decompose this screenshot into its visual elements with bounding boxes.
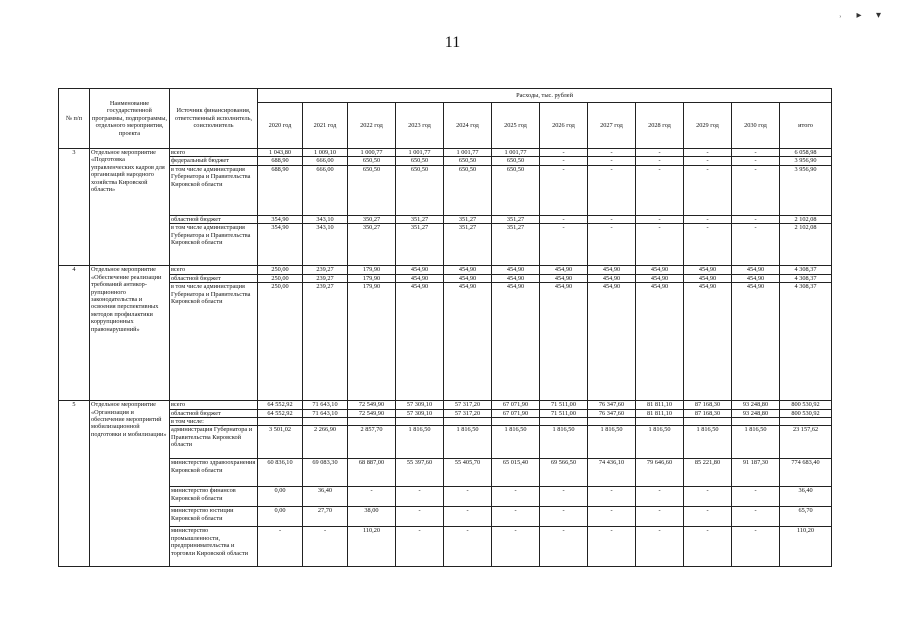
expense-value: 81 811,10 (636, 409, 684, 417)
funding-source: министерство здравоохранения Кировской области (170, 459, 258, 487)
measure-name: Отдельное мероприятие «Обеспечение реализации требований антикор-рупционного законодательства и освоения перспективных методов профилактики коррупционных правонарушений» (90, 266, 170, 401)
expense-value: - (588, 165, 636, 215)
expense-value: - (444, 507, 492, 527)
expense-value: - (588, 215, 636, 223)
table-row (59, 224, 832, 266)
expense-value: 87 168,30 (684, 401, 732, 409)
expense-value: 454,90 (492, 283, 540, 401)
expense-value: 650,50 (396, 157, 444, 165)
year-header: 2025 год (492, 103, 540, 149)
expense-value (588, 417, 636, 425)
expense-value: - (396, 527, 444, 567)
expense-value: 179,90 (348, 283, 396, 401)
year-header: 2028 год (636, 103, 684, 149)
expense-value: 800 530,92 (780, 409, 832, 417)
expense-value: 1 009,10 (303, 149, 348, 157)
row-number: 5 (59, 401, 90, 567)
expense-value: 179,90 (348, 274, 396, 282)
expense-value: 454,90 (732, 274, 780, 282)
expense-value: 1 816,50 (540, 426, 588, 459)
funding-source: всего (170, 266, 258, 274)
col-name-header: Наименование государственной программы, подпрограммы, отдельного мероприятия, проекта (90, 89, 170, 149)
expense-value: 666,00 (303, 157, 348, 165)
expense-value: 454,90 (636, 266, 684, 274)
expense-value: 0,00 (258, 487, 303, 507)
measure-name: Отдельное мероприятие «Подготовка управленческих кадров для организаций народного хозяйства Кировской области» (90, 149, 170, 266)
expense-value: 650,50 (444, 165, 492, 215)
col-no-header: № п/п (59, 89, 90, 149)
col-source-header: Источник финансирования, ответственный исполнитель, соисполнитель (170, 89, 258, 149)
expense-value: - (636, 165, 684, 215)
expense-value: - (732, 157, 780, 165)
expense-value: 351,27 (396, 224, 444, 266)
expense-value: - (684, 507, 732, 527)
expense-value: - (732, 527, 780, 567)
table-row (59, 459, 832, 487)
expense-value: 93 248,80 (732, 409, 780, 417)
funding-source: администрация Губернатора и Правительства Кировской области (170, 426, 258, 459)
expense-value: - (444, 527, 492, 567)
year-header: 2023 год (396, 103, 444, 149)
expense-value: 57 309,10 (396, 409, 444, 417)
expense-value: 67 071,90 (492, 409, 540, 417)
expense-value: 454,90 (540, 274, 588, 282)
expense-value: 64 552,92 (258, 401, 303, 409)
expense-value: - (732, 224, 780, 266)
year-header: 2020 год (258, 103, 303, 149)
funding-source: областной бюджет (170, 409, 258, 417)
expense-value: 71 511,00 (540, 409, 588, 417)
expense-value: 65,70 (780, 507, 832, 527)
expense-value (684, 417, 732, 425)
funding-source: в том числе: (170, 417, 258, 425)
expenses-table (58, 88, 832, 567)
expense-value: - (540, 215, 588, 223)
expense-value: 454,90 (588, 283, 636, 401)
expense-value: - (684, 149, 732, 157)
expense-value: 1 001,77 (444, 149, 492, 157)
expense-value: 64 552,92 (258, 409, 303, 417)
funding-source: федеральный бюджет (170, 157, 258, 165)
expense-value: 110,20 (348, 527, 396, 567)
measure-name: Отдельное мероприятие «Организация и обеспечение мероприятий мобилизационной подготовки и мобилизации» (90, 401, 170, 567)
expense-value: 454,90 (444, 266, 492, 274)
expense-value: - (540, 157, 588, 165)
expense-value: 67 071,90 (492, 401, 540, 409)
expense-value: 76 347,60 (588, 409, 636, 417)
expense-value: 85 221,80 (684, 459, 732, 487)
expense-value: 38,00 (348, 507, 396, 527)
expense-value: 57 309,10 (396, 401, 444, 409)
year-header: 2022 год (348, 103, 396, 149)
expense-value: 87 168,30 (684, 409, 732, 417)
expense-value: 351,27 (444, 224, 492, 266)
expense-value: - (732, 149, 780, 157)
expense-value: - (588, 157, 636, 165)
table-row (59, 426, 832, 459)
year-header: 2029 год (684, 103, 732, 149)
expense-value: 454,90 (636, 274, 684, 282)
expense-value: 36,40 (303, 487, 348, 507)
expense-value (636, 417, 684, 425)
table-row (59, 165, 832, 215)
expense-value: 250,00 (258, 274, 303, 282)
expense-value: - (684, 157, 732, 165)
expense-value: 1 816,50 (396, 426, 444, 459)
table-row (59, 409, 832, 417)
expense-value: 72 549,90 (348, 401, 396, 409)
expense-value: 1 001,77 (396, 149, 444, 157)
expense-value: 55 405,70 (444, 459, 492, 487)
expense-value: 454,90 (684, 274, 732, 282)
expense-value: 1 816,50 (444, 426, 492, 459)
expense-value: 454,90 (396, 266, 444, 274)
expense-value: 1 816,50 (732, 426, 780, 459)
expense-value: 250,00 (258, 266, 303, 274)
funding-source: в том числе администрация Губернатора и Правительства Кировской области (170, 283, 258, 401)
expense-value: 23 157,62 (780, 426, 832, 459)
expense-value: 74 436,10 (588, 459, 636, 487)
expense-value: - (396, 507, 444, 527)
year-header: итого (780, 103, 832, 149)
expense-value: 65 015,40 (492, 459, 540, 487)
funding-source: областной бюджет (170, 215, 258, 223)
expense-value: 650,50 (396, 165, 444, 215)
table-row (59, 215, 832, 223)
expense-value: - (684, 487, 732, 507)
expense-value: 57 317,20 (444, 401, 492, 409)
expense-value: - (684, 224, 732, 266)
funding-source: министерство промышленности, предпринимательства и торговли Кировской области (170, 527, 258, 567)
expense-value: - (732, 487, 780, 507)
expense-value: 3 501,02 (258, 426, 303, 459)
expense-value: - (684, 215, 732, 223)
expense-value: 1 000,77 (348, 149, 396, 157)
expense-value: - (258, 527, 303, 567)
expense-value (492, 417, 540, 425)
expense-value: 2 102,08 (780, 215, 832, 223)
expense-value: 454,90 (540, 283, 588, 401)
expense-value (732, 417, 780, 425)
expense-value: 239,27 (303, 283, 348, 401)
expense-value: - (540, 224, 588, 266)
expense-value: 71 643,10 (303, 409, 348, 417)
expense-value: 110,20 (780, 527, 832, 567)
table-body (59, 149, 832, 567)
expense-value: - (636, 527, 684, 567)
year-header: 2030 год (732, 103, 780, 149)
year-header: 2027 год (588, 103, 636, 149)
expense-value: 91 187,30 (732, 459, 780, 487)
page-number: 11 (444, 34, 461, 51)
funding-source: всего (170, 401, 258, 409)
expense-value: - (636, 507, 684, 527)
expense-value: 69 566,50 (540, 459, 588, 487)
table-header (59, 89, 832, 149)
expense-value: - (492, 487, 540, 507)
expense-value: 72 549,90 (348, 409, 396, 417)
expense-value: 650,50 (444, 157, 492, 165)
expense-value: 350,27 (348, 215, 396, 223)
table-row (59, 266, 832, 274)
expense-value: 27,70 (303, 507, 348, 527)
expense-value: 76 347,60 (588, 401, 636, 409)
expense-value: 81 811,10 (636, 401, 684, 409)
expense-value: 250,00 (258, 283, 303, 401)
expense-value: 454,90 (732, 283, 780, 401)
table-row (59, 417, 832, 425)
expense-value (303, 417, 348, 425)
expense-value: - (588, 149, 636, 157)
year-header: 2026 год (540, 103, 588, 149)
expense-value: 179,90 (348, 266, 396, 274)
expense-value: 4 308,37 (780, 274, 832, 282)
expense-value: 79 646,60 (636, 459, 684, 487)
expense-value: - (540, 527, 588, 567)
table-row (59, 527, 832, 567)
funding-source: в том числе администрация Губернатора и Правительства Кировской области (170, 165, 258, 215)
expense-value: 3 956,90 (780, 165, 832, 215)
year-header: 2021 год (303, 103, 348, 149)
expense-value: - (588, 487, 636, 507)
expense-value: - (588, 527, 636, 567)
expense-value: 351,27 (444, 215, 492, 223)
table-row (59, 401, 832, 409)
expense-value: 454,90 (492, 274, 540, 282)
expense-value: 350,27 (348, 224, 396, 266)
expense-value: 343,10 (303, 224, 348, 266)
expense-value: 454,90 (540, 266, 588, 274)
expense-value: - (540, 507, 588, 527)
expense-value (396, 417, 444, 425)
expense-value: - (684, 165, 732, 215)
expense-value: 1 001,77 (492, 149, 540, 157)
table-row (59, 507, 832, 527)
expense-value: - (492, 527, 540, 567)
expense-value: - (636, 487, 684, 507)
expense-value: - (444, 487, 492, 507)
expense-value: 800 530,92 (780, 401, 832, 409)
expense-value: - (732, 215, 780, 223)
expense-value (348, 417, 396, 425)
col-expenses-header: Расходы, тыс. рублей (258, 89, 832, 103)
table-row (59, 149, 832, 157)
row-number: 3 (59, 149, 90, 266)
expense-value: 4 308,37 (780, 266, 832, 274)
expense-value: 454,90 (444, 274, 492, 282)
expense-value: - (636, 215, 684, 223)
expense-value: 454,90 (732, 266, 780, 274)
funding-source: министерство юстиции Кировской области (170, 507, 258, 527)
funding-source: областной бюджет (170, 274, 258, 282)
expense-value: - (732, 507, 780, 527)
expense-value: 2 102,08 (780, 224, 832, 266)
expense-value: - (540, 487, 588, 507)
expense-value: 239,27 (303, 266, 348, 274)
expense-value: 688,90 (258, 157, 303, 165)
expense-value: 454,90 (684, 283, 732, 401)
expense-value: 650,50 (492, 165, 540, 215)
expense-value: 454,90 (588, 274, 636, 282)
expense-value: 454,90 (492, 266, 540, 274)
expense-value: 69 083,30 (303, 459, 348, 487)
funding-source: министерство финансов Кировской области (170, 487, 258, 507)
expense-value: 454,90 (396, 283, 444, 401)
expense-value: 351,27 (396, 215, 444, 223)
funding-source: в том числе администрация Губернатора и Правительства Кировской области (170, 224, 258, 266)
expense-value: 93 248,80 (732, 401, 780, 409)
expense-value: 650,50 (492, 157, 540, 165)
expense-value: 2 266,90 (303, 426, 348, 459)
expense-value: 55 397,60 (396, 459, 444, 487)
expense-value: 351,27 (492, 215, 540, 223)
expense-value: 71 643,10 (303, 401, 348, 409)
expense-value: 650,50 (348, 157, 396, 165)
expense-value: 71 511,00 (540, 401, 588, 409)
expense-value: 36,40 (780, 487, 832, 507)
table-row (59, 487, 832, 507)
expense-value: 68 887,00 (348, 459, 396, 487)
expense-value: - (588, 224, 636, 266)
expense-value: 454,90 (684, 266, 732, 274)
expense-value: 6 058,98 (780, 149, 832, 157)
table-row (59, 283, 832, 401)
expense-value (444, 417, 492, 425)
expense-value: - (303, 527, 348, 567)
expense-value (780, 417, 832, 425)
expense-value: - (732, 165, 780, 215)
expense-value: - (348, 487, 396, 507)
year-header: 2024 год (444, 103, 492, 149)
table-row (59, 274, 832, 282)
expense-value: - (540, 149, 588, 157)
expense-value: 351,27 (492, 224, 540, 266)
corner-marks: ˒ ▸ ▾ (838, 10, 887, 21)
expense-value: 454,90 (396, 274, 444, 282)
expense-value: - (588, 507, 636, 527)
expense-value: 774 683,40 (780, 459, 832, 487)
expense-value: - (684, 527, 732, 567)
expense-value: 454,90 (588, 266, 636, 274)
expense-value (540, 417, 588, 425)
expense-value: 1 043,80 (258, 149, 303, 157)
expense-value: 4 308,37 (780, 283, 832, 401)
expense-value: - (396, 487, 444, 507)
expense-value: 354,90 (258, 215, 303, 223)
expense-value: 1 816,50 (492, 426, 540, 459)
expense-value: 3 956,90 (780, 157, 832, 165)
expense-value: - (636, 149, 684, 157)
expense-value: 1 816,50 (684, 426, 732, 459)
expense-value: 650,50 (348, 165, 396, 215)
funding-source: всего (170, 149, 258, 157)
expense-value: - (540, 165, 588, 215)
expense-value: 57 317,20 (444, 409, 492, 417)
expense-value: 354,90 (258, 224, 303, 266)
expense-value: 343,10 (303, 215, 348, 223)
row-number: 4 (59, 266, 90, 401)
expense-value: 1 816,50 (636, 426, 684, 459)
expense-value: 0,00 (258, 507, 303, 527)
expense-value: - (636, 224, 684, 266)
expense-value: 454,90 (636, 283, 684, 401)
expense-value: 1 816,50 (588, 426, 636, 459)
expense-value: - (492, 507, 540, 527)
expense-value (258, 417, 303, 425)
expense-value: 666,00 (303, 165, 348, 215)
expense-value: 60 836,10 (258, 459, 303, 487)
expense-value: 688,90 (258, 165, 303, 215)
expense-value: 239,27 (303, 274, 348, 282)
expense-value: 454,90 (444, 283, 492, 401)
expense-value: - (636, 157, 684, 165)
expense-value: 2 857,70 (348, 426, 396, 459)
table-row (59, 157, 832, 165)
